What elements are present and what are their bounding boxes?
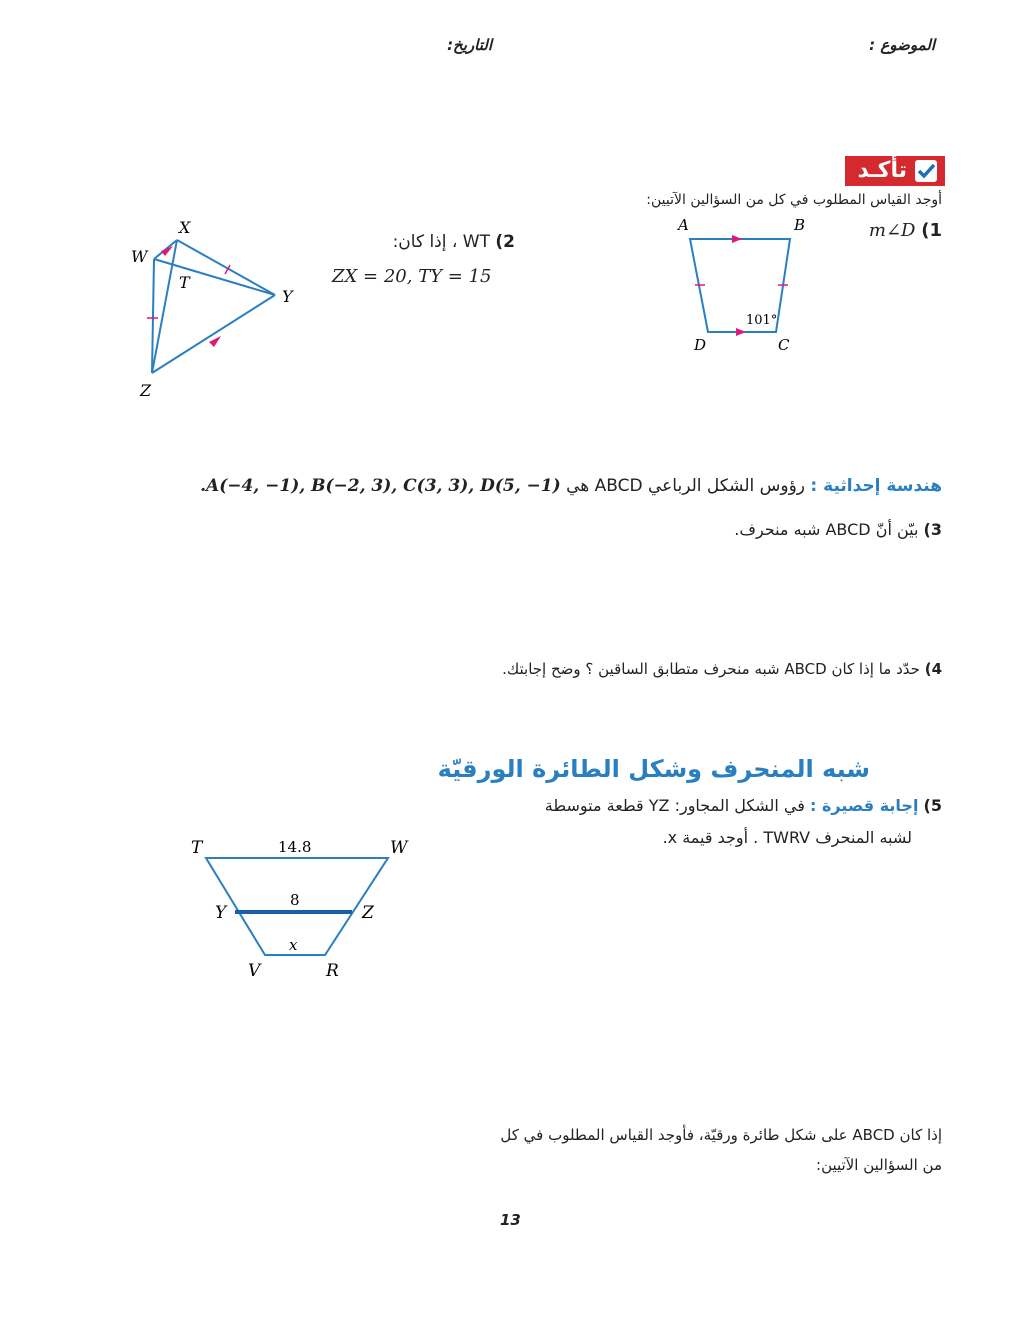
label-x: X	[179, 218, 191, 237]
label-w-vertex: W	[390, 838, 408, 858]
checkbox-icon	[915, 160, 937, 182]
label-r-vertex: R	[326, 961, 339, 981]
question-4-text: حدّد ما إذا كان ABCD شبه منحرف متطابق الساقين ؟ وضح إجابتك.	[502, 660, 920, 678]
coordinate-points: A(−4, −1), B(−2, 3), C(3, 3), D(5, −1).	[200, 476, 561, 496]
label-z: Z	[140, 381, 152, 400]
question-5-number: 5)	[923, 796, 942, 815]
question-5-text-1: في الشكل المجاور: YZ قطعة متوسطة	[544, 796, 805, 815]
label-t-vertex: T	[191, 838, 203, 858]
subject-label: الموضوع :	[869, 36, 935, 54]
question-4-number: 4)	[924, 660, 942, 678]
triangle-xyz-figure	[125, 215, 310, 405]
label-z-vertex: Z	[362, 903, 374, 923]
trapezoid-abcd-figure	[670, 210, 820, 360]
date-label: التاريخ:	[447, 36, 492, 54]
question-1	[869, 220, 942, 241]
question-1-prompt: m∠D	[868, 220, 916, 241]
question-5-line-1	[545, 796, 942, 815]
check-instruction: أوجد القياس المطلوب في كل من السؤالين الآتيين:	[646, 192, 942, 208]
label-b: B	[794, 216, 806, 234]
label-y-vertex: Y	[215, 903, 227, 923]
coordinate-section	[200, 476, 942, 496]
coordinate-title: هندسة إحداثية :	[810, 476, 942, 496]
question-3	[734, 520, 942, 539]
question-4	[502, 660, 942, 678]
midsegment-length: 8	[290, 891, 300, 909]
question-3-number: 3)	[923, 520, 942, 539]
question-2-prompt: WT ، إذا كان:	[392, 232, 490, 252]
kite-intro-line-2: من السؤالين الآتيين:	[816, 1156, 942, 1174]
label-d: D	[694, 336, 707, 354]
question-2-given: ZX = 20, TY = 15	[332, 266, 492, 287]
label-v-vertex: V	[248, 961, 261, 981]
label-y: Y	[282, 287, 293, 306]
trapezoid-twrv-figure	[185, 832, 425, 987]
label-w: W	[131, 247, 148, 266]
short-answer-label: إجابة قصيرة :	[810, 796, 919, 815]
page-number: 13	[500, 1211, 521, 1229]
section-title: شبه المنحرف وشكل الطائرة الورقيّة	[437, 755, 870, 783]
label-t: T	[179, 273, 190, 292]
question-2	[393, 232, 515, 252]
question-3-text: بيّن أنّ ABCD شبه منحرف.	[734, 520, 919, 539]
coordinate-text: رؤوس الشكل الرباعي ABCD هي	[566, 476, 806, 496]
question-2-number: 2)	[495, 232, 515, 252]
label-c: C	[778, 336, 790, 354]
question-5-text-2: لشبه المنحرف TWRV . أوجد قيمة x.	[662, 828, 912, 847]
kite-intro-line-1: إذا كان ABCD على شكل طائرة ورقيّة، فأوجد القياس المطلوب في كل	[500, 1126, 942, 1144]
question-1-number: 1)	[921, 220, 942, 241]
top-base-length: 14.8	[278, 838, 312, 856]
check-badge	[845, 156, 945, 186]
bottom-base-length: x	[289, 936, 298, 954]
angle-c-label: 101°	[746, 313, 778, 328]
check-badge-label: تأكـد	[857, 158, 907, 183]
label-a: A	[678, 216, 689, 234]
